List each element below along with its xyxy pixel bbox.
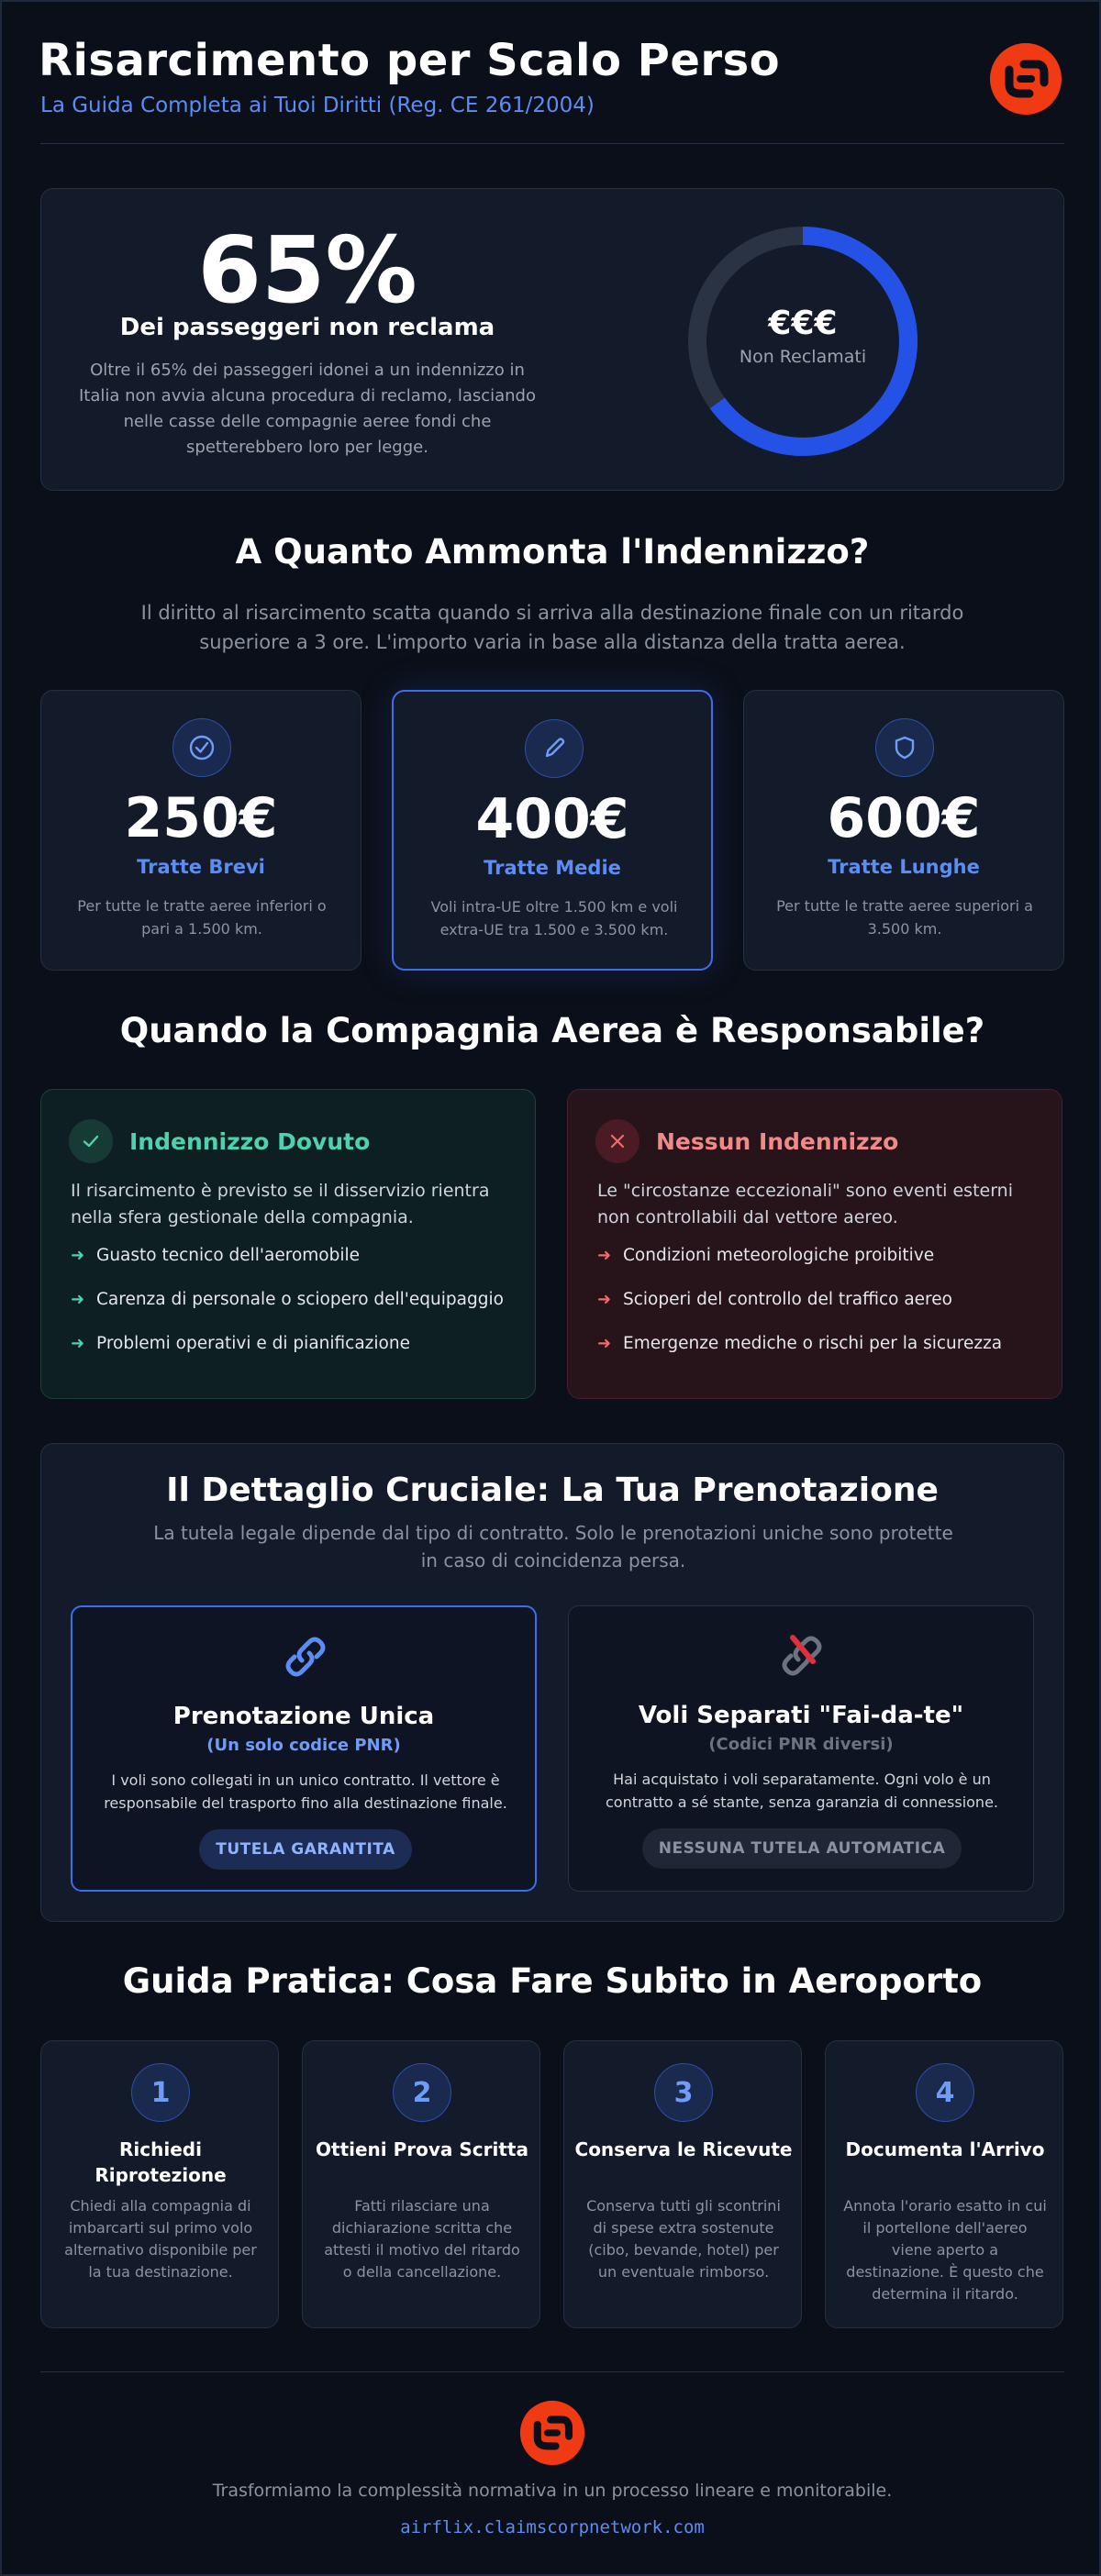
arrow-right-icon: ➜ [71, 1334, 85, 1353]
footer-divider [40, 2371, 1064, 2372]
shield-icon [890, 733, 919, 762]
price-label: Tratte Brevi [137, 856, 265, 878]
link-icon [276, 1627, 335, 1686]
footer-link[interactable]: airflix.claimscorpnetwork.com [400, 2517, 705, 2537]
page-subtitle: La Guida Completa ai Tuoi Diritti (Reg. CE 261/2004) [40, 94, 595, 117]
due-title: Indennizzo Dovuto [129, 1128, 371, 1155]
step-number: 4 [916, 2063, 974, 2122]
price-description: Per tutte le tratte aeree superiori a 3.500 km. [776, 897, 1033, 938]
check-icon [80, 1130, 102, 1152]
price-card-medium [392, 690, 713, 971]
status-badge: TUTELA GARANTITA [199, 1829, 412, 1870]
price-label: Tratte Medie [484, 857, 621, 879]
price-value: 250€ [124, 786, 278, 850]
step-title: Documenta l'Arrivo [845, 2138, 1045, 2160]
step-card [563, 2040, 802, 2328]
responsibility-heading: Quando la Compagnia Aerea è Responsabile? [119, 1011, 985, 1050]
check-circle-icon [187, 733, 217, 762]
compensation-due-card [40, 1089, 536, 1399]
header-divider [40, 143, 1064, 144]
step-title: Ottieni Prova Scritta [316, 2138, 528, 2160]
arrow-right-icon: ➜ [597, 1290, 612, 1309]
step-card [302, 2040, 540, 2328]
step-title: Conserva le Ricevute [574, 2138, 793, 2160]
booking-heading: Il Dettaglio Cruciale: La Tua Prenotazione [166, 1471, 939, 1509]
donut-label: €€€ [768, 305, 838, 342]
separate-booking-title: Voli Separati "Fai-da-te" [638, 1702, 964, 1729]
no-compensation-card [567, 1089, 1062, 1399]
step-card [40, 2040, 279, 2328]
due-description: Il risarcimento è previsto se il disservizio rientra nella sfera gestionale della compagnia. [71, 1181, 490, 1227]
single-booking-card [71, 1605, 537, 1892]
list-item: ➜ Emergenze mediche o rischi per la sicurezza [597, 1334, 1003, 1353]
none-title: Nessun Indennizzo [656, 1128, 899, 1155]
step-number: 3 [654, 2063, 713, 2122]
footer-logo-icon [519, 2400, 585, 2466]
list-item: ➜ Scioperi del controllo del traffico aereo [597, 1290, 952, 1309]
pencil-icon [539, 734, 569, 763]
none-description: Le "circostanze eccezionali" sono eventi esterni non controllabili dal vettore aereo. [597, 1181, 1014, 1227]
hero-percent: 65% [197, 217, 417, 324]
step-description: Chiedi alla compagnia di imbarcarti sul primo volo alternativo disponibile per la tua destinazione. [64, 2197, 257, 2281]
step-description: Annota l'orario esatto in cui il portellone dell'aereo viene aperto a destinazione. È questo che determina il ritardo. [843, 2197, 1047, 2303]
amount-heading: A Quanto Ammonta l'Indennizzo? [235, 532, 870, 572]
list-item: ➜ Carenza di personale o sciopero dell'equipaggio [71, 1290, 504, 1309]
amount-lead: Il diritto al risarcimento scatta quando si arriva alla destinazione finale con un ritardo superiore a 3 ore. L'importo varia in base alla distanza della tratta aerea. [140, 602, 964, 653]
page-title: Risarcimento per Scalo Perso [39, 35, 781, 86]
list-item: ➜ Problemi operativi e di pianificazione [71, 1334, 410, 1353]
due-list [71, 1246, 504, 1378]
single-booking-text: I voli sono collegati in un unico contratto. Il vettore è responsabile del trasporto fino alla destinazione finale. [104, 1771, 507, 1812]
booking-section [40, 1443, 1064, 1922]
single-booking-title: Prenotazione Unica [172, 1703, 435, 1730]
price-label: Tratte Lunghe [828, 856, 980, 878]
hero-headline: Dei passeggeri non reclama [119, 314, 495, 341]
donut-sublabel: Non Reclamati [739, 347, 867, 367]
arrow-right-icon: ➜ [597, 1246, 612, 1265]
guide-heading: Guida Pratica: Cosa Fare Subito in Aeroporto [122, 1961, 983, 2001]
step-card [825, 2040, 1063, 2328]
separate-booking-text: Hai acquistato i voli separatamente. Ogni volo è un contratto a sé stante, senza garanzia di connessione. [605, 1771, 998, 1811]
booking-description: La tutela legale dipende dal tipo di contratto. Solo le prenotazioni uniche sono protette in caso di coincidenza persa. [153, 1522, 953, 1571]
status-badge: NESSUNA TUTELA AUTOMATICA [642, 1828, 962, 1869]
price-description: Voli intra-UE oltre 1.500 km e voli extra-UE tra 1.500 e 3.500 km. [430, 898, 678, 938]
arrow-right-icon: ➜ [71, 1290, 85, 1309]
list-item: ➜ Guasto tecnico dell'aeromobile [71, 1246, 361, 1265]
price-value: 400€ [475, 787, 629, 851]
arrow-right-icon: ➜ [71, 1246, 85, 1265]
separate-booking-card [568, 1605, 1034, 1892]
broken-link-icon [773, 1627, 831, 1685]
none-list [597, 1246, 1002, 1378]
single-booking-subtitle: (Un solo codice PNR) [206, 1736, 401, 1755]
step-description: Conserva tutti gli scontrini di spese extra sostenute (cibo, bevande, hotel) per un eventuale rimborso. [586, 2197, 781, 2281]
step-number: 1 [131, 2063, 190, 2122]
list-item: ➜ Condizioni meteorologiche proibitive [597, 1246, 935, 1265]
brand-logo-icon [989, 42, 1062, 116]
separate-booking-subtitle: (Codici PNR diversi) [708, 1735, 894, 1754]
arrow-right-icon: ➜ [597, 1334, 612, 1353]
footer-tagline: Trasformiamo la complessità normativa in un processo lineare e monitorabile. [212, 2481, 893, 2501]
price-card-short [40, 690, 361, 971]
step-number: 2 [393, 2063, 451, 2122]
price-description: Per tutte le tratte aeree inferiori o pari a 1.500 km. [77, 897, 327, 938]
close-icon [606, 1130, 628, 1152]
step-title: Richiedi Riprotezione [95, 2138, 227, 2186]
price-value: 600€ [827, 786, 981, 850]
step-description: Fatti rilasciare una dichiarazione scritta che attesti il motivo del ritardo o della cancellazione. [324, 2197, 520, 2281]
hero-stat-card [40, 188, 1064, 491]
hero-description: Oltre il 65% dei passeggeri idonei a un indennizzo in Italia non avvia alcuna procedura di reclamo, lasciando nelle casse delle compagnie aeree fondi che spetterebbero loro per legge. [78, 361, 536, 457]
price-card-long [743, 690, 1064, 971]
